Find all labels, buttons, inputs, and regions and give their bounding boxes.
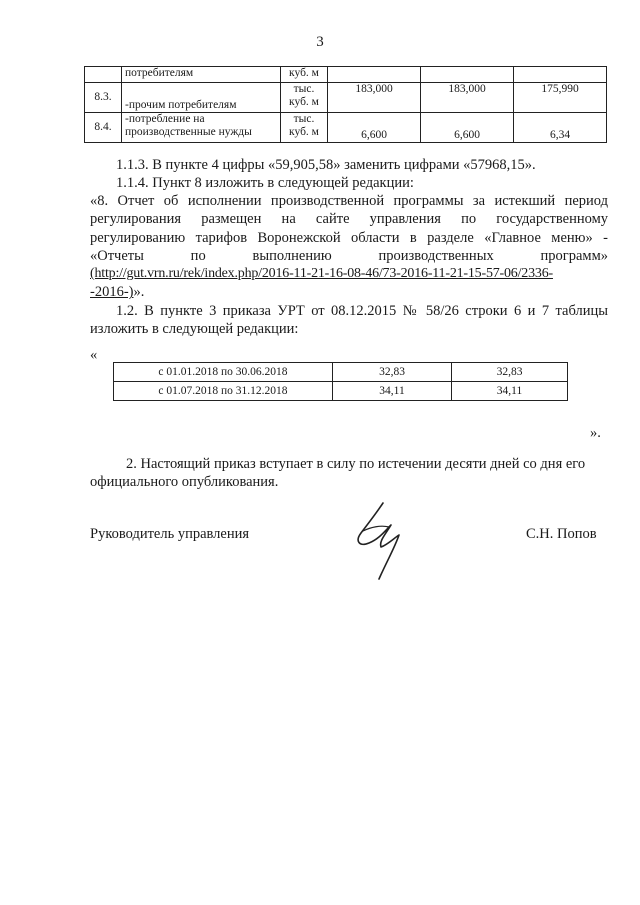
value-cell: 34,11 [452, 382, 568, 401]
row-unit: тыс. куб. м [281, 83, 328, 113]
period-table [113, 362, 568, 401]
paragraph-line: официального опубликования. [90, 474, 279, 491]
close-quote: ». [590, 425, 601, 441]
tariff-table [84, 66, 607, 143]
row-value-1: 183,000 [328, 83, 421, 113]
table-row [114, 363, 568, 382]
row-value-2 [421, 67, 514, 83]
row-value-2: 183,000 [421, 83, 514, 113]
paragraph-line: регулирования размещен на сайте управления по государственному [90, 211, 608, 228]
reports-link-end[interactable]: -2016-) [90, 284, 134, 301]
paragraph-line: изложить в следующей редакции: [90, 321, 299, 338]
paragraph-line: регулированию тарифов Воронежской области в разделе «Главное меню» - [90, 229, 608, 246]
row-unit: куб. м [281, 67, 328, 83]
row-value-1: 6,600 [328, 113, 421, 143]
row-name: -прочим потребителям [122, 83, 281, 113]
closing-quote: ». [133, 284, 145, 301]
open-quote: « [90, 347, 98, 363]
paragraph-1-1-4: 1.1.4. Пункт 8 изложить в следующей редакции: [116, 175, 414, 191]
signer-name: С.Н. Попов [526, 526, 597, 542]
paragraph-line: 1.2. В пункте 3 приказа УРТ от 08.12.2015 № 58/26 строки 6 и 7 таблицы [116, 303, 608, 319]
paragraph-1-1-3: 1.1.3. В пункте 4 цифры «59,905,58» заменить цифрами «57968,15». [116, 157, 536, 173]
table-row [85, 67, 607, 83]
row-value-3: 6,34 [514, 113, 607, 143]
page-number: 3 [316, 34, 324, 50]
paragraph-1-2 [90, 302, 608, 339]
paragraph-line: «8. Отчет об исполнении производственной программы за истекший период [90, 193, 608, 209]
period-cell: с 01.07.2018 по 31.12.2018 [114, 382, 333, 401]
row-value-3 [514, 67, 607, 83]
paragraph-line: «Отчеты по выполнению производственных программ» [90, 247, 608, 264]
row-unit: тыс. куб. м [281, 113, 328, 143]
value-cell: 34,11 [333, 382, 452, 401]
handwritten-signature [345, 495, 415, 585]
row-name: потребителям [122, 67, 281, 83]
period-cell: с 01.01.2018 по 30.06.2018 [114, 363, 333, 382]
table-row [114, 382, 568, 401]
row-number: 8.3. [85, 83, 122, 113]
row-value-2: 6,600 [421, 113, 514, 143]
row-value-1 [328, 67, 421, 83]
reports-link[interactable]: (http://gut.vrn.ru/rek/index.php/2016-11-21-16-08-46/73-2016-11-21-15-57-06/2336- [90, 266, 553, 282]
value-cell: 32,83 [452, 363, 568, 382]
value-cell: 32,83 [333, 363, 452, 382]
row-value-3: 175,990 [514, 83, 607, 113]
table-row [85, 113, 607, 143]
row-name: -потребление на производственные нужды [122, 113, 281, 143]
signer-title: Руководитель управления [90, 526, 250, 542]
row-number: 8.4. [85, 113, 122, 143]
paragraph-line: 2. Настоящий приказ вступает в силу по истечении десяти дней со дня его [126, 456, 586, 472]
row-number [85, 67, 122, 83]
paragraph-2 [90, 455, 610, 492]
paragraph-8 [90, 192, 608, 302]
table-row [85, 83, 607, 113]
